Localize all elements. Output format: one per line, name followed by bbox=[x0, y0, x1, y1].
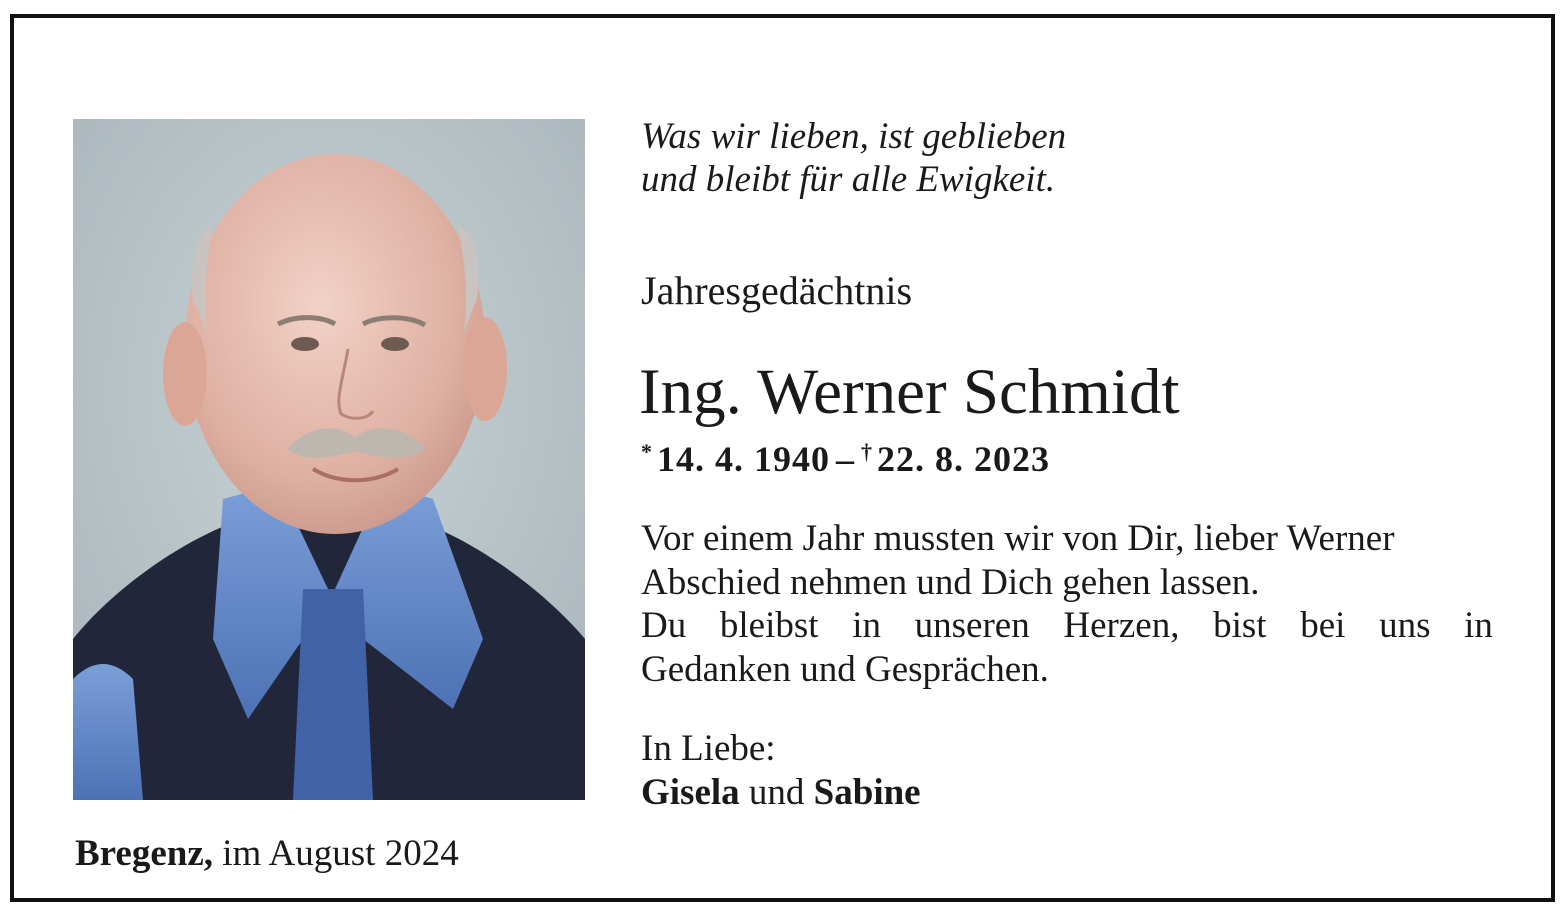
portrait-illustration bbox=[73, 119, 585, 800]
birth-date: 14. 4. 1940 bbox=[657, 439, 830, 479]
signature-names bbox=[641, 771, 921, 815]
place-date: im August 2024 bbox=[222, 833, 459, 874]
motto-line-2: und bleibt für alle Ewigkeit. bbox=[641, 159, 1056, 200]
memorial-message bbox=[641, 517, 1493, 691]
notice-type: Jahresgedächtnis bbox=[641, 268, 913, 313]
message-word: in bbox=[1464, 605, 1493, 646]
death-date: 22. 8. 2023 bbox=[877, 439, 1050, 479]
life-dates bbox=[641, 430, 1050, 481]
signer-conjunction: und bbox=[748, 772, 805, 813]
deceased-name: Ing. Werner Schmidt bbox=[639, 356, 1180, 428]
message-line-4: Gedanken und Gesprächen. bbox=[641, 648, 1049, 690]
motto-line-1: Was wir lieben, ist geblieben bbox=[641, 116, 1067, 157]
birth-symbol: * bbox=[641, 439, 653, 464]
death-symbol: † bbox=[861, 439, 873, 464]
place-and-date bbox=[75, 832, 459, 876]
message-line-2: Abschied nehmen und Dich gehen lassen. bbox=[641, 561, 1260, 603]
message-word: bist bbox=[1213, 605, 1267, 646]
motto-quote bbox=[641, 115, 1066, 201]
message-word: bleibst bbox=[719, 605, 819, 646]
message-word: bei bbox=[1300, 605, 1346, 646]
place-city: Bregenz, bbox=[75, 833, 214, 874]
message-word: Du bbox=[641, 605, 687, 646]
date-dash: – bbox=[836, 439, 855, 479]
message-word: Herzen, bbox=[1063, 605, 1180, 646]
message-word: uns bbox=[1379, 605, 1431, 646]
message-word: in bbox=[852, 605, 881, 646]
signer-name-1: Gisela bbox=[641, 772, 740, 813]
signature-intro: In Liebe: bbox=[641, 728, 776, 769]
message-line-3 bbox=[641, 604, 1493, 648]
signer-name-2: Sabine bbox=[813, 772, 921, 813]
message-line-1: Vor einem Jahr mussten wir von Dir, lieber Werner bbox=[641, 518, 1395, 559]
signature-block bbox=[641, 727, 921, 815]
portrait-photo bbox=[73, 119, 585, 800]
message-word: unseren bbox=[914, 605, 1030, 646]
